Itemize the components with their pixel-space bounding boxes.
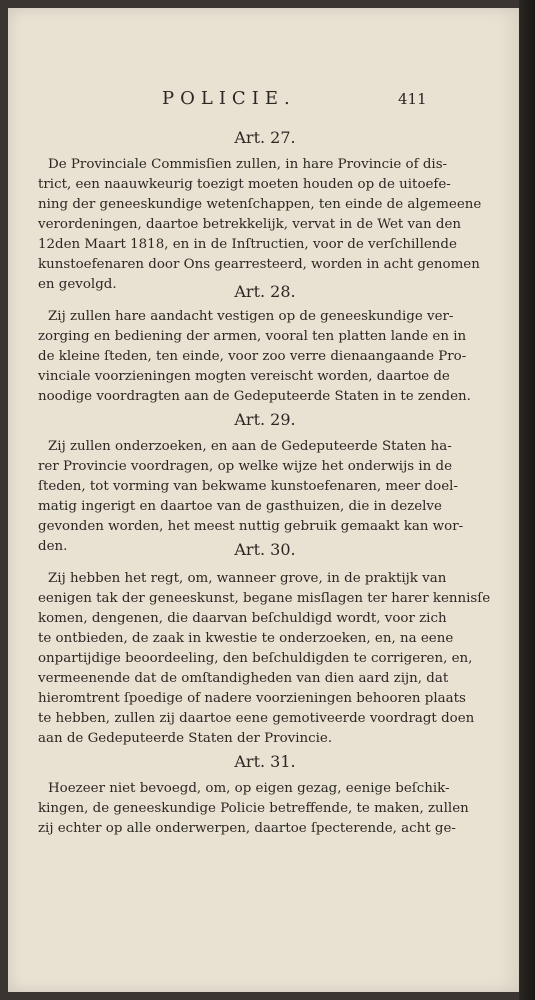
article-heading-30: Art. 30. bbox=[234, 540, 296, 559]
text-line: Zij zullen onderzoeken, en aan de Gedeputeerde Staten ha- bbox=[48, 439, 452, 454]
text-line: Hoezeer niet bevoegd, om, op eigen gezag, eenige beſchik- bbox=[48, 781, 450, 796]
article-heading-27: Art. 27. bbox=[234, 128, 296, 147]
text-line: matig ingerigt en daartoe van de gasthuizen, die in dezelve bbox=[38, 499, 442, 514]
text-line: trict, een naauwkeurig toezigt moeten houden op de uitoefe- bbox=[38, 177, 451, 192]
text-line: Zij zullen hare aandacht vestigen op de geneeskundige ver- bbox=[48, 309, 454, 324]
article-heading-29: Art. 29. bbox=[234, 410, 296, 429]
text-line: onpartijdige beoordeeling, den beſchuldigden te corrigeren, en, bbox=[38, 651, 473, 666]
text-line: kingen, de geneeskundige Policie betreffende, te maken, zullen bbox=[38, 801, 469, 816]
text-line: vermeenende dat de omſtandigheden van dien aard zijn, dat bbox=[38, 671, 449, 686]
text-line: eenigen tak der geneeskunst, begane misſlagen ter harer kennisſe bbox=[38, 591, 491, 606]
text-line: en gevolgd. bbox=[38, 277, 117, 292]
text-line: gevonden worden, het meest nuttig gebruik gemaakt kan wor- bbox=[38, 519, 464, 534]
text-line: te hebben, zullen zij daartoe eene gemotiveerde voordragt doen bbox=[38, 711, 475, 726]
text-line: den. bbox=[38, 539, 68, 554]
text-line: De Provinciale Commisſien zullen, in hare Provincie of dis- bbox=[48, 157, 448, 172]
book-page bbox=[8, 8, 522, 992]
text-line: verordeningen, daartoe betrekkelijk, vervat in de Wet van den bbox=[38, 217, 462, 232]
page-number: 411 bbox=[398, 90, 427, 108]
page-edge bbox=[519, 0, 535, 1000]
text-line: 12den Maart 1818, en in de Inſtructien, voor de verſchillende bbox=[38, 237, 457, 252]
text-line: noodige voordragten aan de Gedeputeerde Staten in te zenden. bbox=[38, 389, 471, 404]
text-line: hieromtrent ſpoedige of nadere voorzieningen behooren plaats bbox=[38, 691, 466, 706]
text-line: rer Provincie voordragen, op welke wijze het onderwijs in de bbox=[38, 459, 453, 474]
text-line: Zij hebben het regt, om, wanneer grove, in de praktijk van bbox=[48, 571, 447, 586]
page-header bbox=[8, 88, 522, 114]
text-line: vinciale voorzieningen mogten vereischt worden, daartoe de bbox=[38, 369, 450, 384]
text-line: zorging en bediening der armen, vooral ten platten lande en in bbox=[38, 329, 467, 344]
text-line: komen, dengenen, die daarvan beſchuldigd wordt, voor zich bbox=[38, 611, 447, 626]
text-line: ſteden, tot vorming van bekwame kunstoefenaren, meer doel- bbox=[38, 479, 458, 494]
text-line: zij echter op alle onderwerpen, daartoe ſpecterende, acht ge- bbox=[38, 821, 456, 836]
text-line: de kleine ſteden, ten einde, voor zoo verre dienaangaande Pro- bbox=[38, 349, 467, 364]
text-line: ning der geneeskundige wetenſchappen, ten einde de algemeene bbox=[38, 197, 482, 212]
text-line: kunstoefenaren door Ons gearresteerd, worden in acht genomen bbox=[38, 257, 480, 272]
running-title: POLICIE. bbox=[162, 88, 296, 109]
article-heading-31: Art. 31. bbox=[234, 752, 296, 771]
article-heading-28: Art. 28. bbox=[234, 282, 296, 301]
text-line: aan de Gedeputeerde Staten der Provincie. bbox=[38, 731, 333, 746]
text-line: te ontbieden, de zaak in kwestie te onderzoeken, en, na eene bbox=[38, 631, 454, 646]
